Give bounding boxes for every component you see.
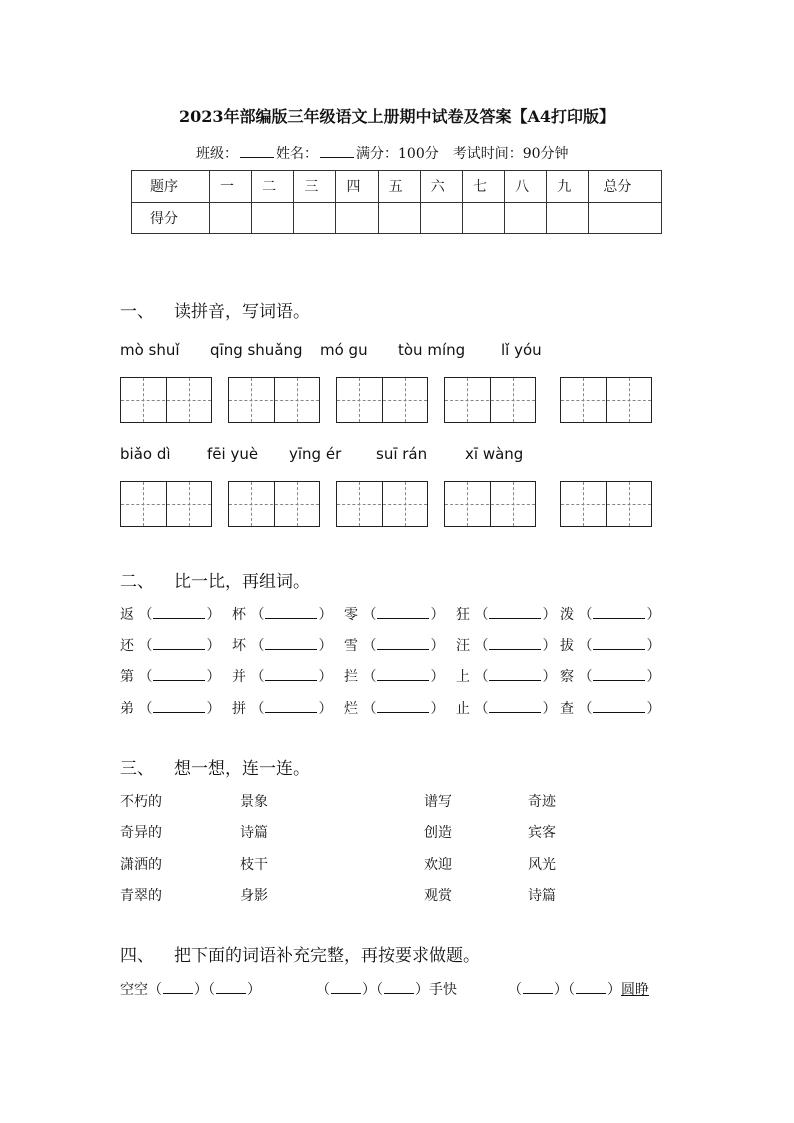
score-header-cell: 一 [210,171,252,203]
compare-char: 返 [120,607,134,623]
idiom-blank[interactable] [384,981,414,994]
score-cell[interactable] [294,202,336,234]
pinyin-item: qīng shuǎng [210,341,303,359]
compare-char: 第 [120,669,134,685]
compare-blank[interactable] [153,700,205,713]
idiom-blank[interactable] [163,981,193,994]
score-cell[interactable] [505,202,547,234]
idiom-blank[interactable] [576,981,606,994]
match-word[interactable]: 观赏 [424,888,452,904]
compare-blank[interactable] [377,700,429,713]
compare-item: 返 （ ） [120,607,221,623]
compare-char: 泼 [560,607,574,623]
compare-item: 第 （ ） [120,669,221,685]
compare-item: 烂 （ ） [344,701,445,717]
compare-blank[interactable] [265,700,317,713]
idiom-text: 手快 [429,982,457,998]
score-header-cell: 七 [462,171,504,203]
compare-char: 查 [560,701,574,717]
compare-item: 汪 （ ） [456,638,557,654]
section-3-heading [120,754,310,779]
score-cell[interactable] [547,202,589,234]
name-label: 姓名： [276,146,318,162]
name-blank[interactable] [320,145,354,158]
match-word[interactable]: 风光 [528,857,556,873]
section-number: 二、 [120,572,154,592]
compare-item: 弟 （ ） [120,701,221,717]
writing-grid[interactable] [228,481,320,527]
idiom-fill-item: （ ）（ ）圆睁 [508,982,649,998]
writing-grid[interactable] [444,377,536,423]
compare-blank[interactable] [489,668,541,681]
pinyin-item: xī wàng [465,445,524,463]
compare-item: 泼 （ ） [560,607,661,623]
compare-char: 拼 [232,701,246,717]
compare-item: 察 （ ） [560,669,661,685]
match-word[interactable]: 不朽的 [120,794,162,810]
compare-char: 上 [456,669,470,685]
match-word[interactable]: 诗篇 [528,888,556,904]
compare-item: 雪 （ ） [344,638,445,654]
score-header-cell: 三 [294,171,336,203]
section-4-heading [120,941,480,966]
match-word[interactable]: 潇洒的 [120,857,162,873]
compare-char: 止 [456,701,470,717]
compare-char: 雪 [344,638,358,654]
pinyin-item: fēi yuè [207,445,259,463]
pinyin-item: biǎo dì [120,445,171,463]
idiom-fill-item: （ ）（ ）手快 [316,982,457,998]
compare-char: 察 [560,669,574,685]
idiom-blank[interactable] [523,981,553,994]
compare-char: 零 [344,607,358,623]
writing-grid[interactable] [336,377,428,423]
score-header-cell: 题序 [132,171,210,203]
section-number: 一、 [120,302,154,322]
match-word[interactable]: 宾客 [528,825,556,841]
compare-item: 并 （ ） [232,669,333,685]
compare-item: 拼 （ ） [232,701,333,717]
compare-blank[interactable] [593,668,645,681]
compare-blank[interactable] [265,668,317,681]
score-table-header [132,171,662,203]
writing-grid[interactable] [120,377,212,423]
match-word[interactable]: 枝干 [240,857,268,873]
compare-item: 拦 （ ） [344,669,445,685]
compare-blank[interactable] [593,606,645,619]
pinyin-item: mó gu [320,341,368,359]
score-header-cell: 八 [505,171,547,203]
writing-grid[interactable] [336,481,428,527]
exam-time: 考试时间：90分钟 [452,146,569,162]
section-title: 把下面的词语补充完整，再按要求做题。 [174,946,480,966]
pinyin-item: mò shuǐ [120,341,180,359]
compare-char: 并 [232,669,246,685]
writing-grid[interactable] [228,377,320,423]
compare-item: 零 （ ） [344,607,445,623]
student-info-line [196,143,569,163]
compare-blank[interactable] [265,606,317,619]
compare-blank[interactable] [377,668,429,681]
score-header-cell: 二 [252,171,294,203]
compare-char: 汪 [456,638,470,654]
compare-item: 查 （ ） [560,701,661,717]
score-header-cell: 四 [336,171,378,203]
compare-blank[interactable] [153,606,205,619]
section-title: 想一想，连一连。 [174,759,310,779]
section-number: 三、 [120,759,154,779]
compare-char: 狂 [456,607,470,623]
score-table-row [132,202,662,234]
match-word[interactable]: 奇迹 [528,794,556,810]
compare-char: 坏 [232,638,246,654]
score-cell[interactable] [589,202,662,234]
compare-char: 拦 [344,669,358,685]
pinyin-item: yīng ér [289,445,342,463]
score-header-cell: 六 [420,171,462,203]
score-row-label: 得分 [132,202,210,234]
match-word[interactable]: 景象 [240,794,268,810]
match-word[interactable]: 创造 [424,825,452,841]
score-table [131,170,662,234]
compare-item: 上 （ ） [456,669,557,685]
score-header-cell: 九 [547,171,589,203]
idiom-text: 圆睁 [621,982,649,998]
writing-grid[interactable] [560,377,652,423]
writing-grid[interactable] [120,481,212,527]
score-cell[interactable] [252,202,294,234]
compare-item: 坏 （ ） [232,638,333,654]
pinyin-item: suī rán [376,445,428,463]
idiom-blank[interactable] [331,981,361,994]
section-2-heading [120,567,310,592]
match-word[interactable]: 欢迎 [424,857,452,873]
writing-grid[interactable] [444,481,536,527]
compare-char: 拔 [560,638,574,654]
writing-grid[interactable] [560,481,652,527]
compare-char: 弟 [120,701,134,717]
compare-blank[interactable] [153,637,205,650]
score-cell[interactable] [378,202,420,234]
idiom-text: 空空 [120,982,148,998]
idiom-blank[interactable] [216,981,246,994]
compare-blank[interactable] [153,668,205,681]
compare-item: 止 （ ） [456,701,557,717]
match-word[interactable]: 诗篇 [240,825,268,841]
section-1-heading [120,297,310,322]
full-score: 满分：100分 [356,146,439,162]
match-word[interactable]: 身影 [240,888,268,904]
match-word[interactable]: 奇异的 [120,825,162,841]
compare-char: 烂 [344,701,358,717]
pinyin-item: tòu míng [398,341,466,359]
match-word[interactable]: 青翠的 [120,888,162,904]
compare-item: 拔 （ ） [560,638,661,654]
match-word[interactable]: 谱写 [424,794,452,810]
compare-blank[interactable] [489,637,541,650]
compare-blank[interactable] [489,606,541,619]
score-header-cell: 总分 [589,171,662,203]
section-number: 四、 [120,946,154,966]
class-label: 班级： [196,146,238,162]
compare-blank[interactable] [593,700,645,713]
compare-item: 还 （ ） [120,638,221,654]
section-title: 比一比，再组词。 [174,572,310,592]
compare-blank[interactable] [593,637,645,650]
pinyin-item: lǐ yóu [501,341,542,359]
class-blank[interactable] [240,145,274,158]
score-header-cell: 五 [378,171,420,203]
idiom-fill-item: 空空（ ）（ ） [120,982,261,998]
compare-blank[interactable] [489,700,541,713]
score-cell[interactable] [210,202,252,234]
compare-item: 杯 （ ） [232,607,333,623]
score-cell[interactable] [462,202,504,234]
compare-char: 杯 [232,607,246,623]
compare-item: 狂 （ ） [456,607,557,623]
compare-blank[interactable] [377,606,429,619]
compare-blank[interactable] [265,637,317,650]
compare-blank[interactable] [377,637,429,650]
section-title: 读拼音，写词语。 [174,302,310,322]
score-cell[interactable] [336,202,378,234]
compare-char: 还 [120,638,134,654]
page-title: 2023年部编版三年级语文上册期中试卷及答案【A4打印版】 [178,107,616,126]
score-cell[interactable] [420,202,462,234]
